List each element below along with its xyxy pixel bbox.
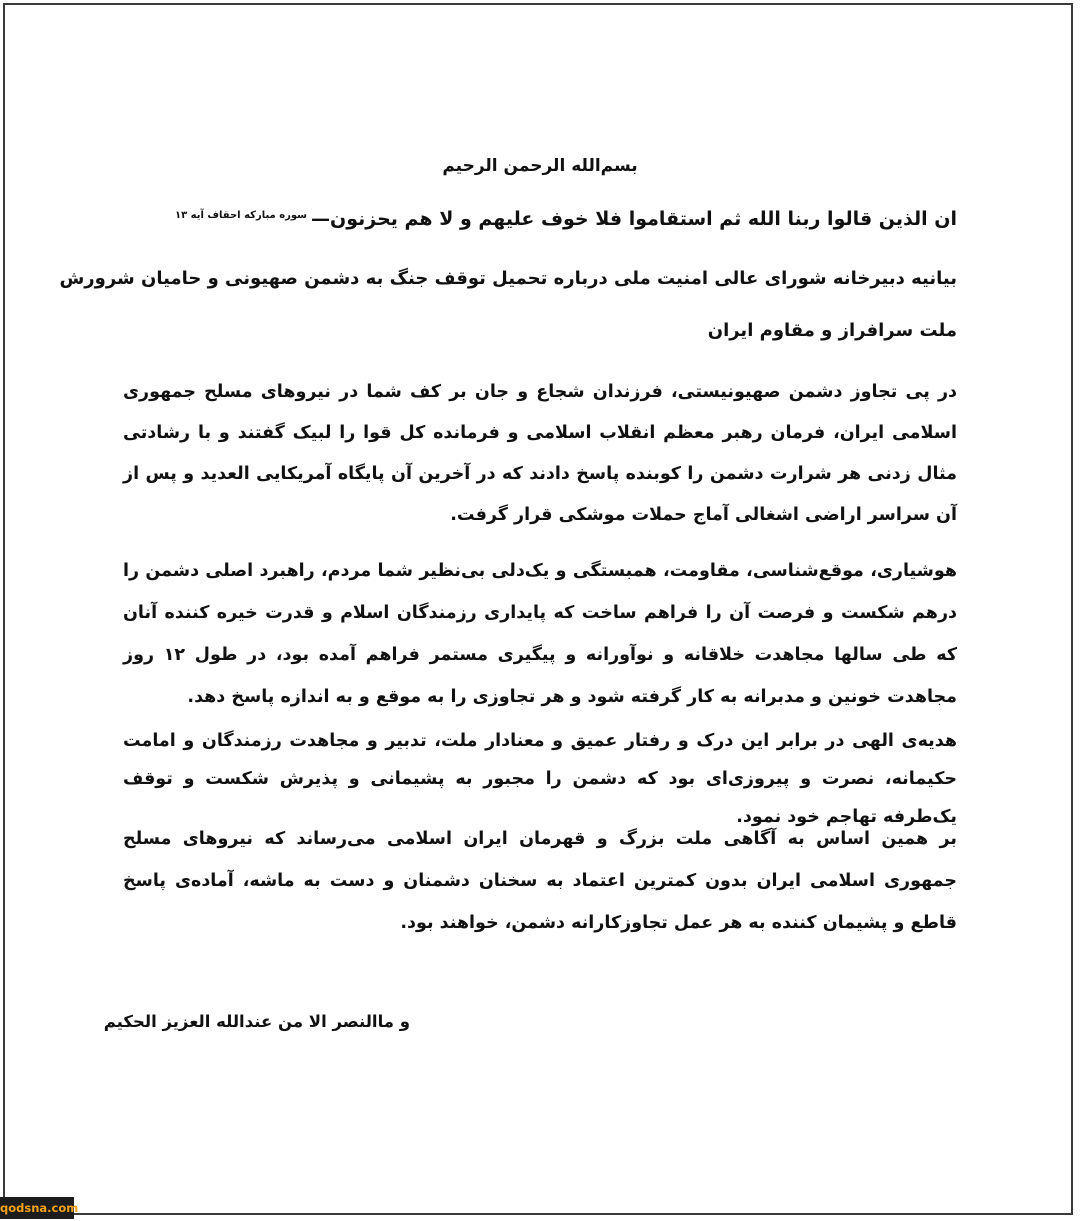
paragraph-4 [123,818,957,944]
salutation: ملت سرافراز و مقاوم ایران [707,320,957,341]
paragraph-1 [123,372,957,536]
paragraph-2 [123,550,957,718]
verse-text: ان الذین قالوا ربنا الله ثم استقاموا فلا خوف علیهم و لا هم یحزنون— [311,208,957,230]
bismillah-heading: بسم‌الله الرحمن الرحیم [442,156,638,176]
verse-reference: سوره مبارکه احقاف آیه ۱۳ [174,210,307,221]
closing-phrase: و ماالنصر الا من عندالله العزیز الحکیم [103,1012,410,1031]
paragraph-text: هوشیاری، موقع‌شناسی، مقاومت، همبستگی و یک‌دلی بی‌نظیر شما مردم، راهبرد اصلی دشمن را درهم شکست و فرصت آن را فراهم ساخت که پایداری رزمندگان اسلام و قدرت خیره کننده آنان که طی سالها مجاهدت خلاقانه و نوآورانه و پیگیری مستمر فراهم آمده بود، در طول ۱۲ روز مجاهدت خونین و مدبرانه به کار گرفته شود و هر تجاوزی را به موقع و به اندازه پاسخ دهد. [123,561,957,707]
paragraph-text: هدیه‌ی الهی در برابر این درک و رفتار عمیق و معنادار ملت، تدبیر و مجاهدت رزمندگان و امامت حکیمانه، نصرت و پیروزی‌ای بود که دشمن را مجبور به پشیمانی و پذیرش شکست و توقف یک‌طرفه تهاجم خود نمود. [123,731,957,827]
quran-verse [175,208,957,230]
statement-title: بیانیه دبیرخانه شورای عالی امنیت ملی درباره تحمیل توقف جنگ به دشمن صهیونی و حامیان شرورش [59,268,957,289]
site-watermark: qodsna.com [0,1197,74,1219]
paragraph-text: در پی تجاوز دشمن صهیونیستی، فرزندان شجاع و جان بر کف شما در نیروهای مسلح جمهوری اسلامی ایران، فرمان رهبر معظم انقلاب اسلامی و فرمانده کل قوا را لبیک گفتند و با رشادتی مثال زدنی هر شرارت دشمن را کوبنده پاسخ دادند که در آخرین آن پایگاه آمریکایی العدید و پس از آن سراسر اراضی اشغالی آماج حملات موشکی قرار گرفت. [123,382,957,525]
paragraph-text: بر همین اساس به آگاهی ملت بزرگ و قهرمان ایران اسلامی می‌رساند که نیروهای مسلح جمهوری اسلامی ایران بدون کمترین اعتماد به سخنان دشمنان و دست به ماشه، آماده‌ی پاسخ قاطع و پشیمان کننده به هر عمل تجاوزکارانه دشمن، خواهند بود. [123,829,957,933]
